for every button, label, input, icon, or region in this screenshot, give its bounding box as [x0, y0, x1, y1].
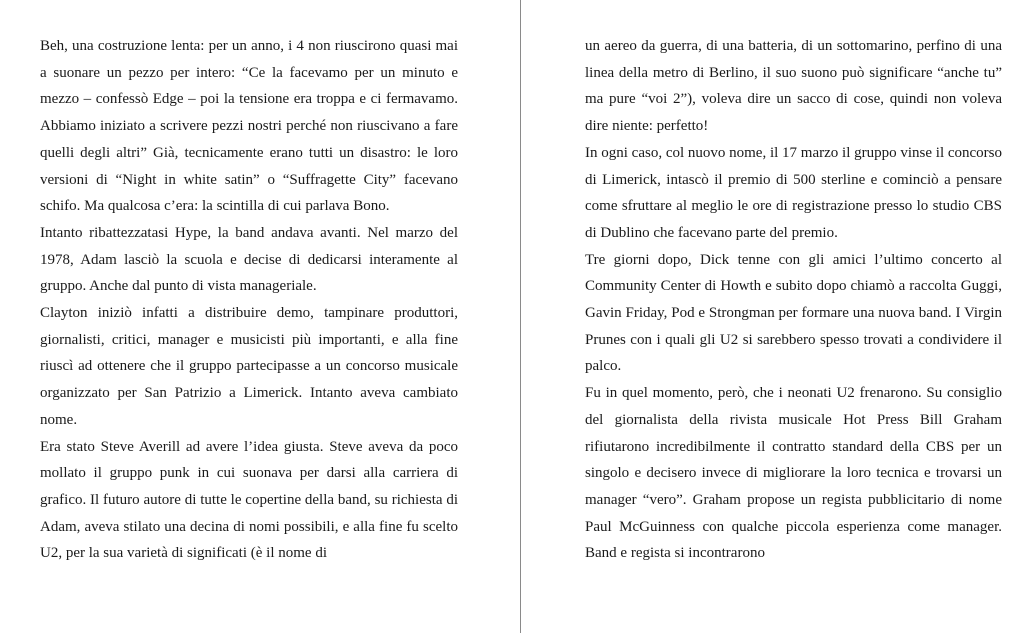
left-page-text — [40, 33, 458, 567]
paragraph: Clayton iniziò infatti a distribuire demo, tampinare produttori, giornalisti, critici, manager e musicisti più importanti, e alla fine riuscì ad ottenere che il gruppo partecipasse a un concorso musicale organizzato per San Patrizio a Limerick. Intanto aveva cambiato nome. — [40, 305, 458, 428]
paragraph: Fu in quel momento, però, che i neonati U2 frenarono. Su consiglio del giornalista della rivista musicale Hot Press Bill Graham rifiutarono incredibilmente il contratto standard della CBS per un singolo e decisero invece di migliorare la loro tecnica e trovarsi un manager “vero”. Graham propose un regista pubblicitario di nome Paul McGuinness con qualche piccola esperienza come manager. Band e regista si incontrarono — [585, 385, 1002, 562]
right-page — [521, 0, 1033, 633]
paragraph: un aereo da guerra, di una batteria, di un sottomarino, perfino di una linea della metro di Berlino, il suo suono può significare “anche tu” ma pure “voi 2”), voleva dire un sacco di cose, quindi non voleva dire niente: perfetto! — [585, 38, 1002, 135]
paragraph: Era stato Steve Averill ad avere l’idea giusta. Steve aveva da poco mollato il gruppo punk in cui suonava per darsi alla carriera di grafico. Il futuro autore di tutte le copertine della band, su richiesta di Adam, aveva stilato una decina di nomi possibili, e alla fine fu scelto U2, per la sua varietà di significati (è il nome di — [40, 438, 458, 562]
paragraph: In ogni caso, col nuovo nome, il 17 marzo il gruppo vinse il concorso di Limerick, intascò il premio di 500 sterline e cominciò a pensare come sfruttare al meglio le ore di registrazione presso lo studio CBS di Dublino che facevano parte del premio. — [585, 144, 1003, 241]
paragraph: Intanto ribattezzatasi Hype, la band andava avanti. Nel marzo del 1978, Adam lasciò la scuola e decise di dedicarsi interamente al gruppo. Anche dal punto di vista manageriale. — [40, 224, 458, 295]
right-page-text — [585, 33, 1002, 567]
paragraph: Beh, una costruzione lenta: per un anno, i 4 non riuscirono quasi mai a suonare un pezzo per intero: “Ce la facevamo per un minuto e mezzo – confessò Edge – poi la tensione era troppa e ci fermavamo. Abbiamo iniziato a scrivere pezzi nostri perché non riuscivano a fare quelli degli altri” Già, tecnicamente erano tutti un disastro: le loro versioni di “Night in white satin” o “Suffragette City” facevano schifo. Ma qualcosa c’era: la scintilla di cui parlava Bono. — [40, 38, 458, 215]
paragraph: Tre giorni dopo, Dick tenne con gli amici l’ultimo concerto al Community Center di Howth e subito dopo chiamò a raccolta Guggi, Gavin Friday, Pod e Strongman per formare una nuova band. I Virgin Prunes con i quali gli U2 si sarebbero spesso trovati a condividere il palco. — [585, 251, 1002, 375]
